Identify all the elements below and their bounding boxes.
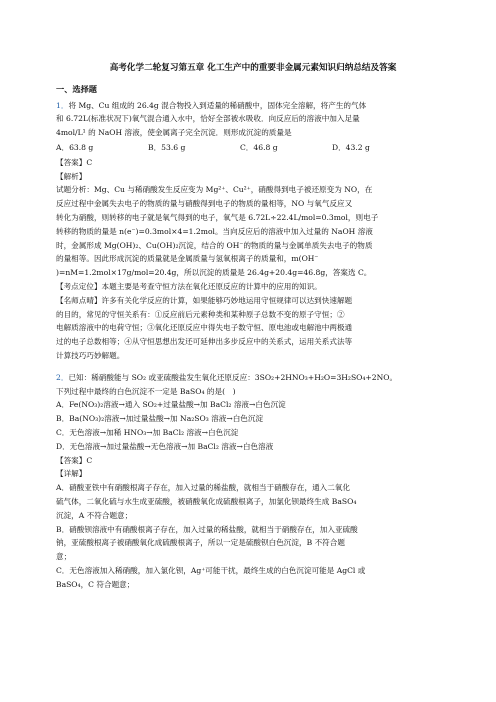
option-b: B．53.6 g xyxy=(148,142,186,152)
analysis-line: 转化为硝酸，则转移的电子就是氧气得到的电子，氧气是 6.72L÷22.4L/mol=0.3mol，则电子 xyxy=(56,212,379,222)
explanation-line: 硫气体，二氧化硫与水生成亚硫酸，被硝酸氧化成硫酸根离子，加氯化钡最终生成 BaSO₄ xyxy=(56,496,357,506)
analysis-line: 反应过程中金属失去电子的物质的量与硝酸得到电子的物质的量相等，NO 与氧气反应又 xyxy=(56,199,353,209)
question-2-line-1: 2．已知：稀硝酸能与 SO₂ 或亚硫酸盐发生氧化还原反应：3SO₂+2HNO₃+H₂O=3H₂SO₄+2NO。 xyxy=(56,372,398,382)
analysis-line: 的量相等。因此形成沉淀的质量就是金属质量与氢氧根离子的质量和，m(OH⁻ xyxy=(56,254,319,264)
option-b: B．Ba(NO₃)₂溶液→加过量盐酸→加 Na₂SO₃ 溶液→白色沉淀 xyxy=(56,414,264,424)
master-line: 计算技巧巧妙解题。 xyxy=(56,350,125,360)
option-d: D．无色溶液→加过量盐酸→无色溶液→加 BaCl₂ 溶液→白色溶液 xyxy=(56,441,274,451)
master-line: 的目的，常见的守恒关系有：①反应前后元素种类和某种原子总数不变的原子守恒；② xyxy=(56,309,345,319)
question-1 xyxy=(56,99,450,363)
question-2-line-2: 下列过程中最终的白色沉淀不一定是 BaSO₄ 的是( ) xyxy=(56,386,236,396)
option-a: A．Fe(NO₃)₂溶液→通入 SO₂+过量盐酸→加 BaCl₂ 溶液→白色沉淀 xyxy=(56,400,286,410)
question-1-answer: 【答案】C xyxy=(56,157,93,167)
option-c: C．无色溶液→加稀 HNO₃→加 BaCl₂ 溶液→白色沉淀 xyxy=(56,427,239,437)
explanation-line: 沉淀，A 不符合题意； xyxy=(56,510,133,520)
analysis-line: 转移的物质的量是 n(e⁻)=0.3mol×4=1.2mol。当向反应后的溶液中加入过量的 NaOH 溶液 xyxy=(56,226,373,236)
explanation-line: 钠，亚硫酸根离子被硝酸氧化成硫酸根离子，所以一定是硫酸钡白色沉淀，B 不符合题 xyxy=(56,538,345,548)
explanation-line: C．无色溶液加入稀硝酸，加入氯化钡，Ag⁺可能干扰，最终生成的白色沉淀可能是 AgCl 或 xyxy=(56,565,366,575)
question-1-line-2: 和 6.72L(标准状况下)氧气混合通入水中，恰好全部被水吸收．向反应后的溶液中加入足量 xyxy=(56,114,360,124)
section-heading: 一、选择题 xyxy=(56,83,97,94)
question-1-line-3: 4mol/L¹ 的 NaOH 溶液，使金属离子完全沉淀．则形成沉淀的质量是 xyxy=(56,128,292,138)
question-1-options xyxy=(56,141,450,155)
explanation-line: B．硝酸钡溶液中有硝酸根离子存在，加入过量的稀盐酸，就相当于硝酸存在，加入亚硫酸 xyxy=(56,524,358,534)
question-2-answer: 【答案】C xyxy=(56,455,93,465)
analysis-line: 时，金属形成 Mg(OH)₂、Cu(OH)₂沉淀，结合的 OH⁻的物质的量与金属单质失去电子的物质 xyxy=(56,240,373,250)
question-2 xyxy=(56,371,450,592)
master-line: 电解质溶液中的电荷守恒；③氧化还原反应中得失电子数守恒、原电池或电解池中两极通 xyxy=(56,323,353,333)
explanation-line: A．硝酸亚铁中有硝酸根离子存在，加入过量的稀盐酸，就相当于硝酸存在，通入二氧化 xyxy=(56,483,351,493)
analysis-line: 试题分析：Mg、Cu 与稀硝酸发生反应变为 Mg²⁺、Cu²⁺，硝酸得到电子被还原变为 NO，在 xyxy=(56,185,373,195)
master-line: 【名师点晴】许多有关化学反应的计算，如果能够巧妙地运用守恒规律可以达到快速解题 xyxy=(56,295,353,305)
question-1-analysis-label: 【解析】 xyxy=(56,171,87,181)
master-line: 过的电子总数相等；④从守恒思想出发还可延伸出多步反应中的关系式，运用关系式法等 xyxy=(56,337,353,347)
explanation-line: BaSO₄，C 符合题意； xyxy=(56,579,135,589)
option-a: A．63.8 g xyxy=(56,142,94,152)
question-1-number: 1． xyxy=(56,100,69,110)
option-c: C．46.8 g xyxy=(240,142,278,152)
option-d: D．43.2 g xyxy=(332,142,370,152)
analysis-line: )=nM=1.2mol×17g/mol=20.4g，所以沉淀的质量是 26.4g+20.4g=46.8g，答案选 C。 xyxy=(56,268,372,278)
question-2-analysis-label: 【详解】 xyxy=(56,469,87,479)
question-1-line-1: 1．将 Mg、Cu 组成的 26.4g 混合物投入到适量的稀硝酸中，固体完全溶解，将产生的气体 xyxy=(56,100,367,110)
explanation-line: 意； xyxy=(56,552,72,562)
document-title: 高考化学二轮复习第五章 化工生产中的重要非金属元素知识归纳总结及答案 xyxy=(109,63,397,73)
question-1-point: 【考点定位】本题主要是考查守恒方法在氧化还原反应的计算中的应用的知识。 xyxy=(56,281,322,291)
question-2-number: 2． xyxy=(56,372,69,382)
